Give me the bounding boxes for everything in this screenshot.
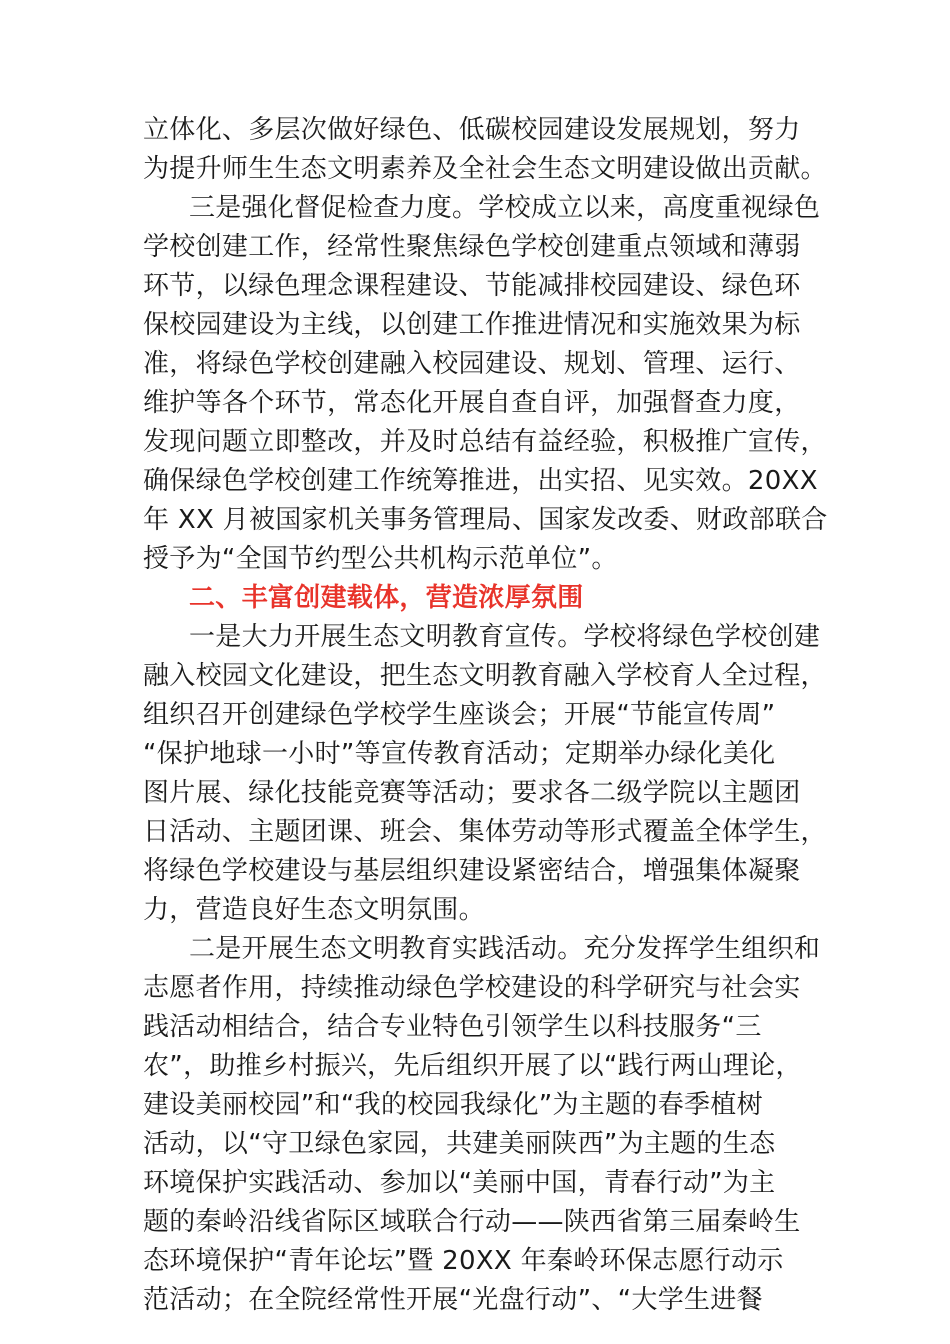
section-heading: 二、丰富创建载体，营造浓厚氛围 bbox=[189, 583, 584, 613]
body-text-line: 融入校园文化建设，把生态文明教育融入学校育人全过程， bbox=[143, 661, 827, 691]
body-text-line: 授予为“全国节约型公共机构示范单位”。 bbox=[143, 544, 618, 574]
body-text-line: 题的秦岭沿线省际区域联合行动——陕西省第三届秦岭生 bbox=[143, 1207, 801, 1237]
body-text-line: 活动，以“守卫绿色家园，共建美丽陕西”为主题的生态 bbox=[143, 1129, 776, 1159]
body-text-line: 建设美丽校园”和“我的校园我绿化”为主题的春季植树 bbox=[143, 1090, 763, 1120]
body-text-line: 立体化、多层次做好绿色、低碳校园建设发展规划，努力 bbox=[143, 115, 801, 145]
body-text-line: 图片展、绿化技能竞赛等活动；要求各二级学院以主题团 bbox=[143, 778, 801, 808]
body-text-line: 力，营造良好生态文明氛围。 bbox=[143, 895, 485, 925]
paragraph-start-line: 三是强化督促检查力度。学校成立以来，高度重视绿色 bbox=[189, 193, 821, 223]
body-text-line: 态环境保护“青年论坛”暨 20XX 年秦岭环保志愿行动示 bbox=[143, 1246, 784, 1276]
body-text-line: 农”，助推乡村振兴，先后组织开展了以“践行两山理论， bbox=[143, 1051, 802, 1081]
body-text-line: 践活动相结合，结合专业特色引领学生以科技服务“三 bbox=[143, 1012, 762, 1042]
body-text-line: 组织召开创建绿色学校学生座谈会；开展“节能宣传周” bbox=[143, 700, 776, 730]
body-text-line: 维护等各个环节，常态化开展自查自评，加强督查力度， bbox=[143, 388, 801, 418]
body-text-line: 环节，以绿色理念课程建设、节能减排校园建设、绿色环 bbox=[143, 271, 801, 301]
body-text-line: 为提升师生生态文明素养及全社会生态文明建设做出贡献。 bbox=[143, 154, 827, 184]
body-text-line: 准，将绿色学校创建融入校园建设、规划、管理、运行、 bbox=[143, 349, 801, 379]
body-text-line: 志愿者作用，持续推动绿色学校建设的科学研究与社会实 bbox=[143, 973, 801, 1003]
body-text-line: 年 XX 月被国家机关事务管理局、国家发改委、财政部联合 bbox=[143, 505, 828, 535]
body-text-line: 确保绿色学校创建工作统筹推进，出实招、见实效。20XX bbox=[143, 466, 818, 496]
body-text-line: 学校创建工作，经常性聚焦绿色学校创建重点领域和薄弱 bbox=[143, 232, 801, 262]
body-text-line: 环境保护实践活动、参加以“美丽中国，青春行动”为主 bbox=[143, 1168, 776, 1198]
body-text-line: 日活动、主题团课、班会、集体劳动等形式覆盖全体学生， bbox=[143, 817, 827, 847]
body-text-line: “保护地球一小时”等宣传教育活动；定期举办绿化美化 bbox=[143, 739, 776, 769]
body-text-line: 范活动；在全院经常性开展“光盘行动”、“大学生进餐 bbox=[143, 1285, 763, 1315]
paragraph-start-line: 二是开展生态文明教育实践活动。充分发挥学生组织和 bbox=[189, 934, 821, 964]
body-text-line: 将绿色学校建设与基层组织建设紧密结合，增强集体凝聚 bbox=[143, 856, 801, 886]
body-text-line: 发现问题立即整改，并及时总结有益经验，积极推广宣传， bbox=[143, 427, 827, 457]
paragraph-start-line: 一是大力开展生态文明教育宣传。学校将绿色学校创建 bbox=[189, 622, 821, 652]
body-text-line: 保校园建设为主线，以创建工作推进情况和实施效果为标 bbox=[143, 310, 801, 340]
